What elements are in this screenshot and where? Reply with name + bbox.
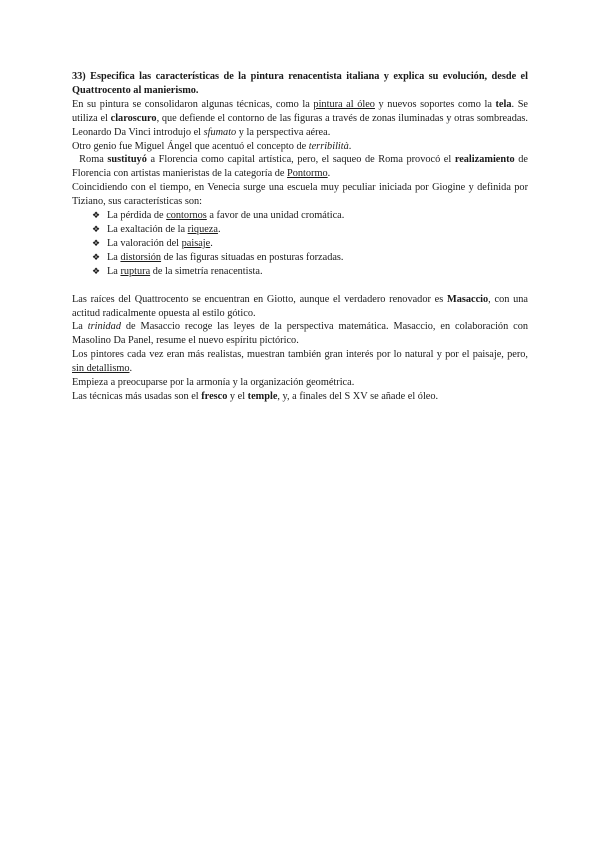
paragraph-pintores <box>72 348 528 376</box>
text: . <box>217 223 221 235</box>
bold-term: tela <box>495 98 512 110</box>
bold-term: sustituyó <box>107 154 147 166</box>
text: Las técnicas más usadas son el <box>72 390 202 402</box>
paragraph-roma <box>72 153 528 181</box>
diamond-bullet-icon: ❖ <box>92 237 101 248</box>
question-title: 33) Especifica las características de la pintura renacentista italiana y explica su evolución, desde el Quattrocento al manierismo. <box>72 71 528 96</box>
diamond-bullet-icon: ❖ <box>92 223 101 234</box>
text: . <box>129 363 133 375</box>
underlined-term: Pontormo <box>287 168 328 180</box>
paragraph-venecia: Coincidiendo con el tiempo, en Venecia surge una escuela muy peculiar iniciada por Giogine y definida por Tiziano, sus características son: <box>72 182 528 208</box>
underlined-term: pintura al óleo <box>313 98 375 110</box>
text: , y, a finales del S XV se añade el óleo. <box>277 390 439 402</box>
text: En su pintura se consolidaron algunas técnicas, como la <box>72 98 314 110</box>
characteristics-list <box>72 209 528 279</box>
text: de Florencia con artistas manieristas de la categoría de <box>72 154 528 180</box>
underlined-term: paisaje <box>181 237 211 249</box>
bold-term: temple <box>247 390 278 402</box>
paragraph-armonia: Empieza a preocuparse por la armonía y la organización geométrica. <box>72 377 355 389</box>
text: La exaltación de la <box>107 223 188 235</box>
text: Las raíces del Quattrocento se encuentran en Giotto, aunque el verdadero renovador es <box>72 293 447 305</box>
text: . <box>327 168 331 180</box>
text: La <box>72 321 88 333</box>
list-item <box>92 237 528 251</box>
text: La <box>107 251 121 263</box>
text: Otro genio fue Miguel Ángel que acentuó el concepto de <box>72 140 309 152</box>
italic-term: sfumato <box>203 126 237 138</box>
text: . <box>210 237 213 249</box>
text: . Se utiliza el <box>72 98 528 124</box>
bold-term: claroscuro <box>110 112 157 124</box>
paragraph-trinidad <box>72 320 528 348</box>
list-item <box>92 209 528 223</box>
paragraph-techniques <box>72 98 528 140</box>
text: a Florencia como capital artística, pero, el saqueo de Roma provocó el <box>146 154 455 166</box>
italic-term: terribilità <box>308 140 349 152</box>
underlined-term: contornos <box>166 210 207 222</box>
text: , con una actitud radicalmente opuesta al estilo gótico. <box>72 293 528 319</box>
diamond-bullet-icon: ❖ <box>92 251 101 262</box>
text: Roma <box>72 154 108 166</box>
bold-term: Masaccio <box>446 293 489 305</box>
underlined-term: distorsión <box>120 251 162 263</box>
text: de Masaccio recoge las leyes de la perspectiva matemática. Masaccio, en colaboración con Masolino Da Panel, resume el nuevo espíritu pictórico. <box>72 321 529 347</box>
text: de la simetría renacentista. <box>150 265 263 277</box>
text: La valoración del <box>107 237 182 249</box>
paragraph-miguel-angel <box>72 140 528 154</box>
underlined-term: ruptura <box>120 265 151 277</box>
document-page <box>72 70 528 404</box>
text: y el <box>227 390 248 402</box>
diamond-bullet-icon: ❖ <box>92 210 101 221</box>
bold-term: fresco <box>201 390 228 402</box>
italic-term: trinidad <box>87 321 121 333</box>
diamond-bullet-icon: ❖ <box>92 265 101 276</box>
text: de las figuras situadas en posturas forzadas. <box>161 251 344 263</box>
text: . <box>348 140 352 152</box>
list-item <box>92 251 528 265</box>
list-item <box>92 223 528 237</box>
text: La <box>107 265 121 277</box>
underlined-term: sin detallismo <box>72 363 130 375</box>
text: Los pintores cada vez eran más realistas, muestran también gran interés por lo natural y por el paisaje, pero, <box>72 349 528 361</box>
text: y nuevos soportes como la <box>374 98 496 110</box>
list-item <box>92 265 528 279</box>
text: y la perspectiva aérea. <box>236 126 331 138</box>
text: , que defiende el contorno de las figuras a través de zonas iluminadas y otras sombreadas. Leonardo Da Vinci introdujo el <box>72 112 529 138</box>
text: a favor de una unidad cromática. <box>206 210 345 222</box>
underlined-term: riqueza <box>187 223 218 235</box>
spacer <box>72 279 528 293</box>
text: La pérdida de <box>107 210 167 222</box>
paragraph-tecnicas <box>72 390 528 404</box>
bold-term: realizamiento <box>454 154 515 166</box>
paragraph-quattrocento <box>72 293 528 321</box>
